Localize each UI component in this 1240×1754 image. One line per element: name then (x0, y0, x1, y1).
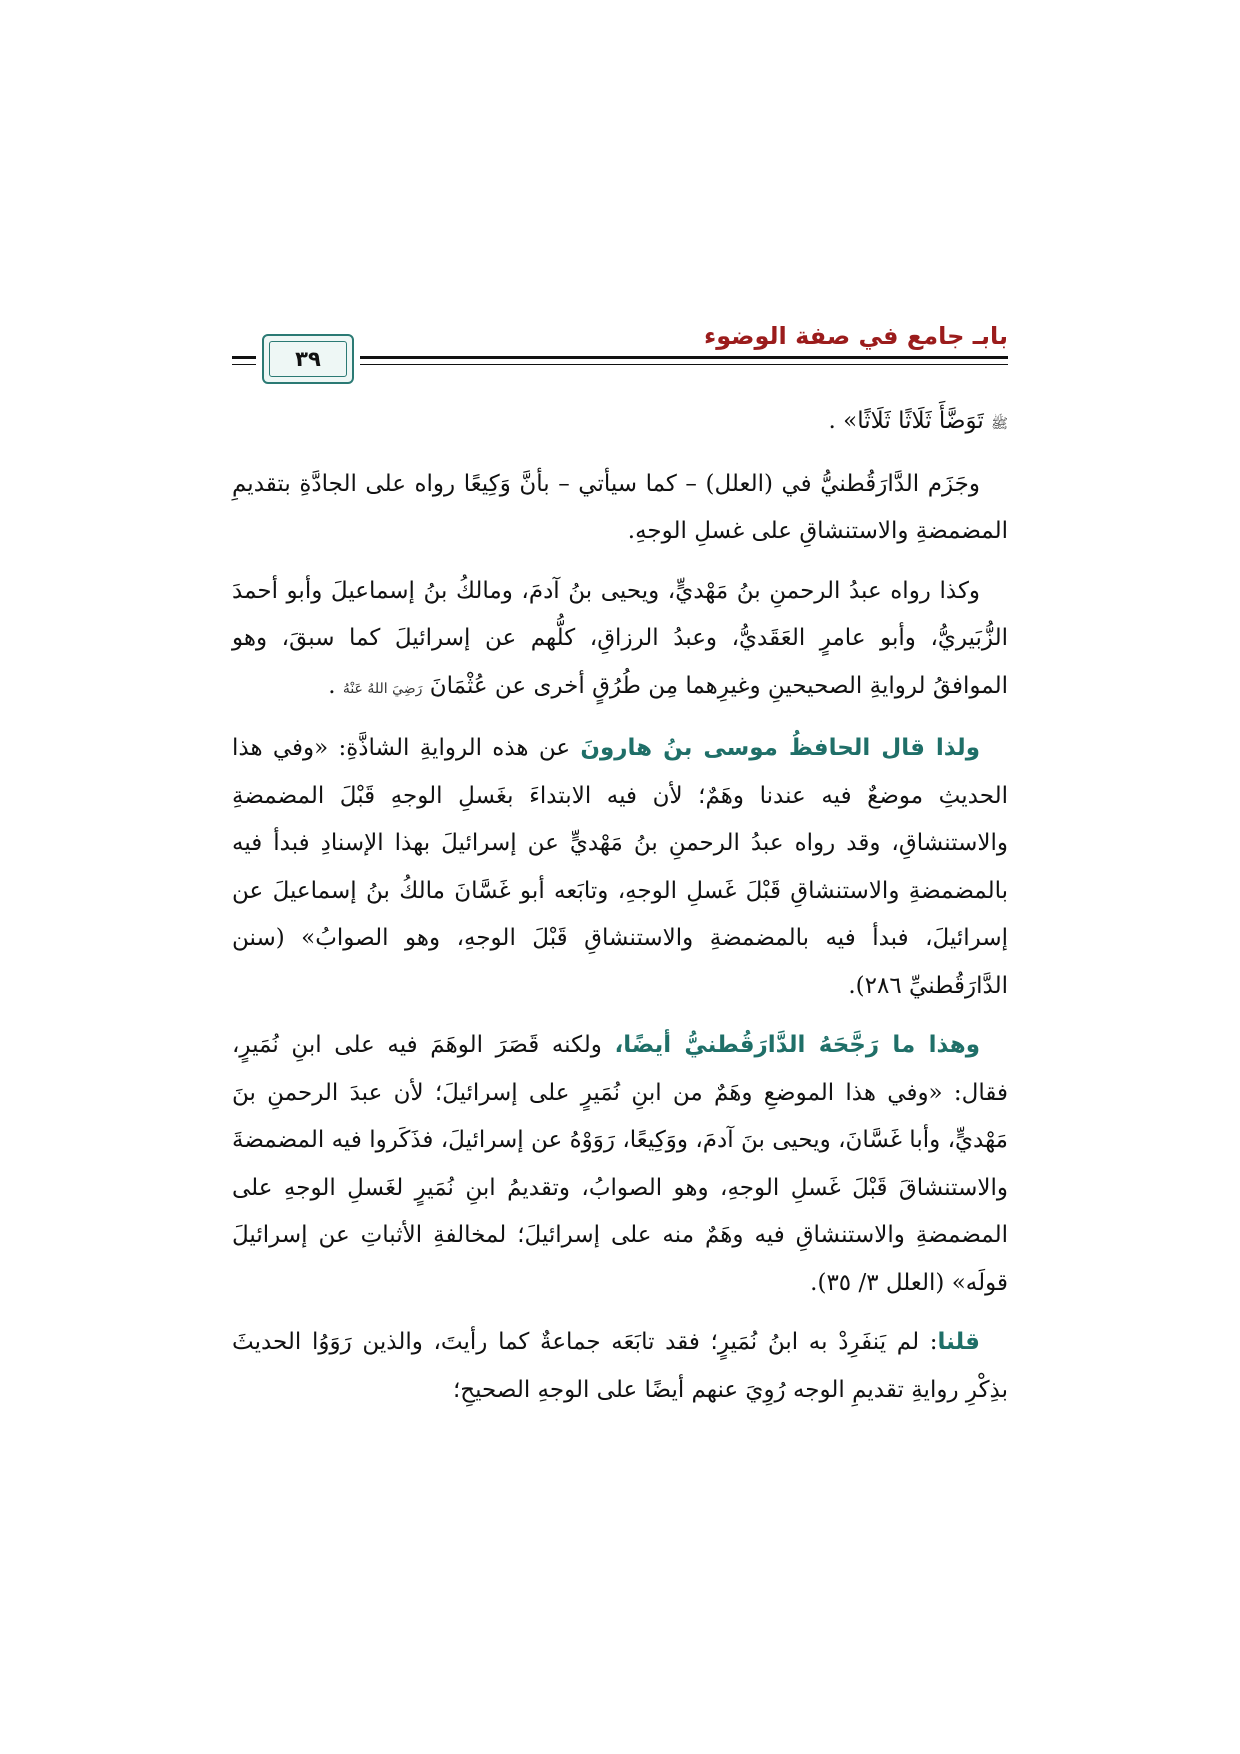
page-header (232, 316, 1008, 384)
header-rule-left-thin (232, 364, 256, 365)
paragraph-2-text: وجَزَم الدَّارَقُطنيُّ في (العلل) – كما سيأتي – بأنَّ وَكِيعًا رواه على الجادَّةِ بتقديمِ المضمضةِ والاستنشاقِ على غسلِ الوجهِ. (232, 470, 1008, 544)
page-number-frame-inner (269, 341, 347, 377)
paragraph-1 (232, 398, 1008, 449)
paragraph-4-text: عن هذه الروايةِ الشاذَّةِ: «وفي هذا الحديثِ موضعٌ فيه عندنا وهَمٌ؛ لأن فيه الابتداءَ بغَسلِ الوجهِ قَبْلَ المضمضةِ والاستنشاقِ، وقد رواه عبدُ الرحمنِ بنُ مَهْديٍّ عن إسرائيلَ بهذا الإسنادِ فبدأ فيه بالمضمضةِ والاستنشاقِ قَبْلَ غَسلِ الوجهِ، وتابَعه أبو غَسَّانَ مالكُ بنُ إسماعيلَ عن إسرائيلَ، فبدأ فيه بالمضمضةِ والاستنشاقِ قَبْلَ الوجهِ، وهو الصوابُ» (سنن الدَّارَقُطنيِّ ٢٨٦). (232, 735, 1008, 999)
honorific-pbuh: ﷺ (991, 416, 1008, 432)
paragraph-5-highlight: وهذا ما رَجَّحَهُ الدَّارَقُطنيُّ أيضًا، (614, 1032, 980, 1058)
header-rule-left-thick (232, 356, 256, 359)
honorific-radiyallahu: رَضِيَ اللهُ عَنْهُ (342, 680, 423, 697)
chapter-title: بابـ جامع في صفة الوضوء (703, 322, 1008, 350)
paragraph-6-highlight: قلنا (937, 1329, 980, 1355)
paragraph-4 (232, 725, 1008, 1010)
paragraph-1-text: تَوَضَّأَ ثَلَاثًا ثَلَاثًا» . (828, 408, 992, 434)
page-body (232, 398, 1008, 1426)
paragraph-3-text: وكذا رواه عبدُ الرحمنِ بنُ مَهْديٍّ، ويحيى بنُ آدمَ، ومالكُ بنُ إسماعيلَ وأبو أحمدَ الزُّبَيريُّ، وأبو عامرٍ العَقَديُّ، وعبدُ الرزاقِ، كلُّهم عن إسرائيلَ كما سبقَ، وهو الموافقُ لروايةِ الصحيحينِ وغيرِهما مِن طُرُقٍ أخرى عن عُثْمَانَ (232, 577, 1008, 699)
paragraph-5 (232, 1022, 1008, 1307)
paragraph-3 (232, 568, 1008, 714)
paragraph-4-highlight: ولذا قال الحافظُ موسى بنُ هارونَ (580, 735, 980, 761)
paragraph-5-text: ولكنه قَصَرَ الوهَمَ فيه على ابنِ نُمَيرٍ، فقال: «وفي هذا الموضعِ وهَمٌ من ابنِ نُمَيرٍ على إسرائيلَ؛ لأن عبدَ الرحمنِ بنَ مَهْديٍّ، وأبا غَسَّانَ، ويحيى بنَ آدمَ، ووَكِيعًا، رَوَوْهُ عن إسرائيلَ، فذَكَروا فيه المضمضةَ والاستنشاقَ قَبْلَ غَسلِ الوجهِ، وهو الصوابُ، وتقديمُ ابنِ نُمَيرٍ لغَسلِ الوجهِ على المضمضةِ والاستنشاقِ فيه وهَمٌ منه على إسرائيلَ؛ لمخالفةِ الأثباتِ عن إسرائيلَ قولَه» (العلل ٣/ ٣٥). (232, 1032, 1008, 1296)
paragraph-6 (232, 1319, 1008, 1414)
page-number-frame (262, 334, 354, 384)
header-rule-thick (360, 356, 1008, 359)
page-number: ٣٩ (295, 347, 321, 371)
header-rule-thin (360, 364, 1008, 365)
paragraph-6-text: : لم يَنفَرِدْ به ابنُ نُمَيرٍ؛ فقد تابَعَه جماعةٌ كما رأيتَ، والذين رَوَوُا الحديثَ بذِكْرِ روايةِ تقديمِ الوجه رُوِيَ عنهم أيضًا على الوجهِ الصحيحِ؛ (232, 1329, 1008, 1403)
paragraph-2 (232, 461, 1008, 556)
paragraph-3-end: . (328, 672, 343, 699)
